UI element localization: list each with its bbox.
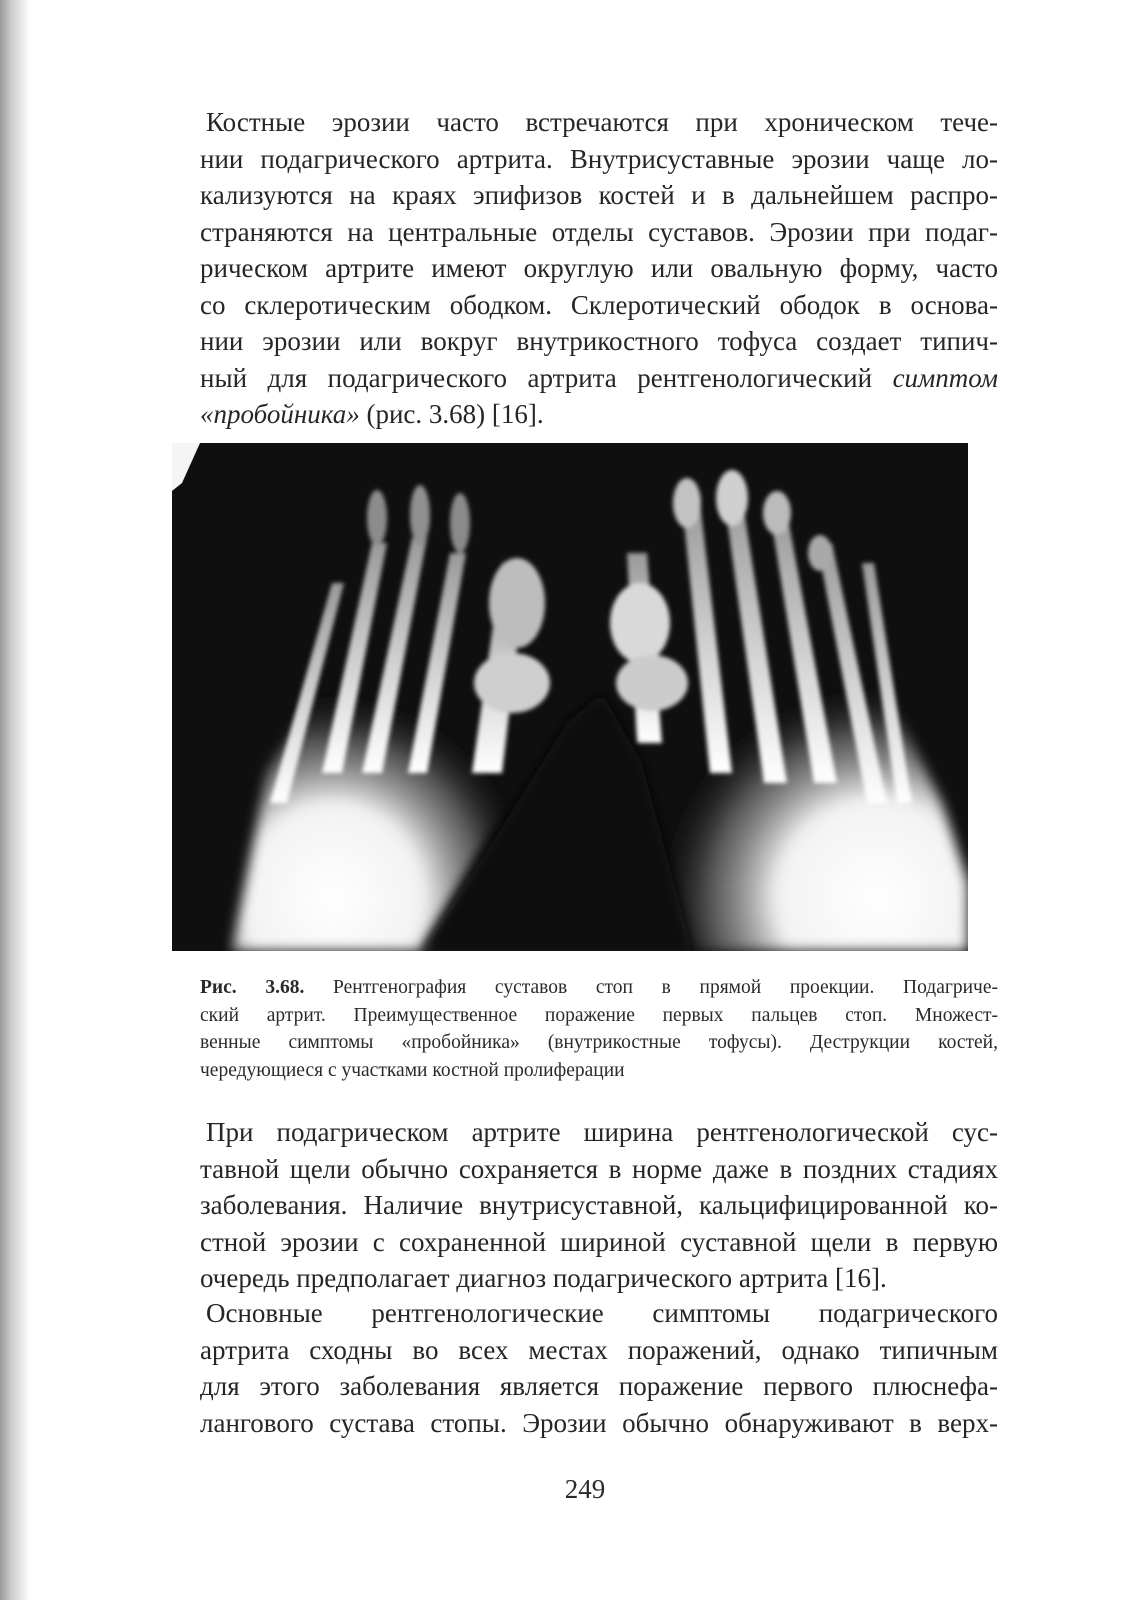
text-line: артрита сходны во всех местах поражений, однако типичным [200,1334,998,1365]
text-line: стной эрозии с сохраненной шириной суставной щели в первую [200,1226,998,1257]
text-line: Костные эрозии часто встречаются при хроническом тече- [206,107,998,137]
text-line: При подагрическом артрите ширина рентгенологической сус- [206,1117,998,1147]
caption-line: чередующиеся с участками костной пролиферации [200,1059,625,1081]
paragraph-bone-erosions [200,104,998,433]
caption-line [200,974,998,1002]
text-line: рическом артрите имеют округлую или овальную форму, часто [200,253,998,283]
binding-edge [0,0,30,1600]
text-line: кализуются на краях эпифизов костей и в дальнейшем распро- [200,180,998,210]
text-segment: ный для подагрического артрита рентгенологический [200,362,893,393]
page-number: 249 [564,1474,606,1504]
paragraph-main-symptoms [200,1295,998,1441]
text-line [200,360,998,397]
italic-term: симптом [892,362,998,393]
text-line: нии эрозии или вокруг внутрикостного тофуса создает типич- [200,326,998,356]
text-line [200,396,998,433]
text-line: очередь предполагает диагноз подагрического артрита [16]. [200,1263,887,1293]
figure-label: Рис. 3.68. [200,977,305,998]
italic-term: «пробойника» [200,399,360,429]
text-line: нии подагрического артрита. Внутрисуставные эрозии чаще ло- [200,143,998,174]
book-page [200,0,998,1600]
text-line: лангового сустава стопы. Эрозии обычно обнаруживают в верх- [200,1407,998,1438]
text-line: Основные рентгенологические симптомы подагрического [206,1298,998,1328]
text-line: для этого заболевания является поражение первого плюснефа- [200,1371,998,1401]
text-line: со склеротическим ободком. Склеротический ободок в основа- [200,289,998,320]
text-line: тавной щели обычно сохраняется в норме даже в поздних стадиях [200,1153,998,1184]
xray-illustration [172,443,968,951]
xray-feet-image [172,443,968,951]
paragraph-joint-space [200,1114,998,1297]
text-segment: (рис. 3.68) [16]. [359,399,544,429]
caption-line: ский артрит. Преимущественное поражение первых пальцев стоп. Множест- [200,1004,998,1026]
caption-line: венные симптомы «пробойника» (внутрикостные тофусы). Деструкции костей, [200,1032,998,1053]
text-line: заболевания. Наличие внутрисуставной, кальцифицированной ко- [200,1190,998,1220]
figure-caption [200,974,998,1084]
text-line: страняются на центральные отделы суставов. Эрозии при подаг- [200,216,998,247]
caption-text: Рентгенография суставов стоп в прямой проекции. Подагриче- [304,977,998,998]
